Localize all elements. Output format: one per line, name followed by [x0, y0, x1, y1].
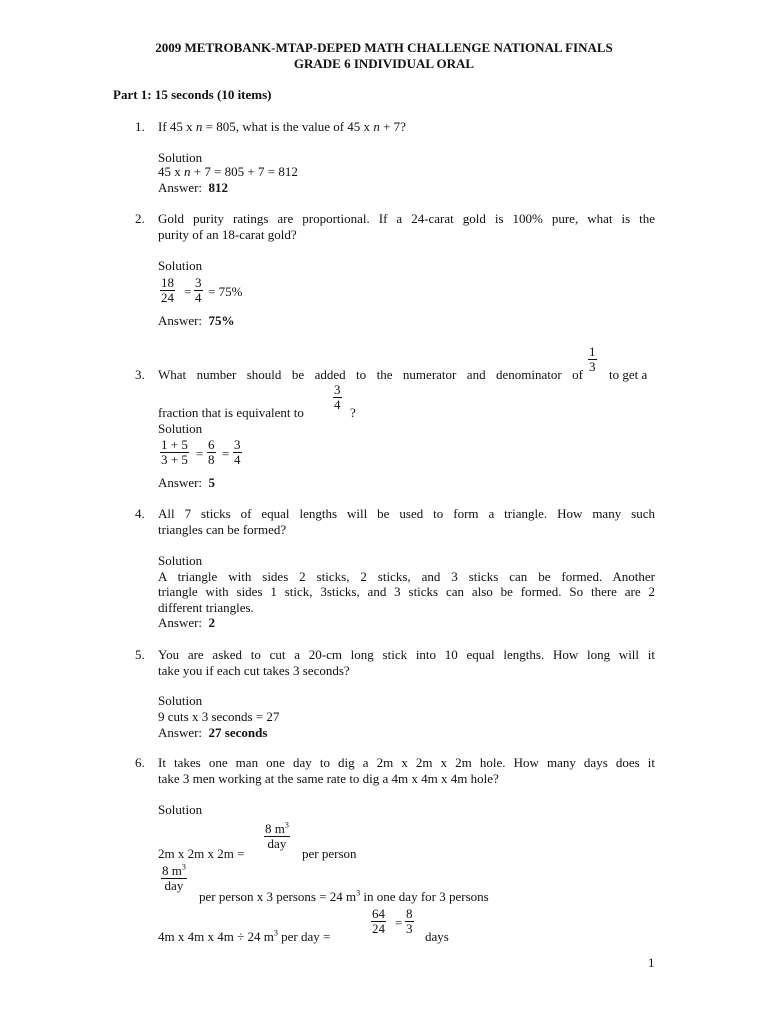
q6-fraction-64-24: $\frac{64}{24}$: [372, 906, 385, 936]
q2-number: 2.: [135, 211, 145, 226]
q1-solution-label: Solution: [158, 150, 203, 165]
q2-equals: =: [184, 284, 192, 299]
q6-fraction-8-3: $\frac{8}{3}$: [406, 906, 413, 936]
q5-solution: 9 cuts x 3 seconds = 27: [158, 709, 280, 724]
q4-solution-line3: different triangles.: [158, 600, 254, 615]
q6-number: 6.: [135, 755, 145, 770]
q6-step1-lhs: 2m x 2m x 2m =: [158, 846, 245, 861]
q4-solution-line1: A triangle with sides 2 sticks, 2 sticks, and 3 sticks can be formed. Another: [158, 569, 655, 584]
q6-step2: per person x 3 persons = 24 $m^3$ in one day for 3 persons: [199, 888, 489, 904]
q4-text-line1: All 7 sticks of equal lengths will be used to form a triangle. How many such: [158, 506, 655, 521]
doc-title: 2009 METROBANK-MTAP-DEPED MATH CHALLENGE NATIONAL FINALS: [155, 40, 613, 55]
q2-text-line2: purity of an 18-carat gold?: [158, 227, 297, 242]
q3-fraction-sum: $\frac{1 + 5}{3 + 5}$: [161, 437, 188, 467]
page-number: 1: [648, 955, 655, 970]
q2-solution-label: Solution: [158, 258, 203, 273]
q5-number: 5.: [135, 647, 145, 662]
q2-text-line1: Gold purity ratings are proportional. If a 24-carat gold is 100% pure, what is the: [158, 211, 655, 226]
q6-solution-label: Solution: [158, 802, 203, 817]
q5-text-line1: You are asked to cut a 20-cm long stick into 10 equal lengths. How long will it: [158, 647, 655, 662]
q6-step3-days: days: [425, 929, 449, 944]
q4-solution-label: Solution: [158, 553, 203, 568]
q3-solution-label: Solution: [158, 421, 203, 436]
q3-equals-1: =: [196, 446, 204, 461]
q1-answer: Answer: 812: [158, 180, 229, 195]
q5-answer: Answer: 27 seconds: [158, 725, 268, 740]
q3-answer: Answer: 5: [158, 475, 216, 490]
q5-solution-label: Solution: [158, 693, 203, 708]
q3-number: 3.: [135, 367, 145, 382]
q6-text-line2: take 3 men working at the same rate to dig a 4m x 4m x 4m hole?: [158, 771, 499, 786]
q1-solution: 45 x n + 7 = 805 + 7 = 812: [158, 164, 298, 179]
q6-fraction-rate-1: 8 $m^3$ day: [265, 820, 289, 851]
q6-step3-lhs: 4m x 4m x 4m ÷ 24 $m^3$ per day =: [158, 928, 331, 944]
q4-solution-line2: triangle with sides 1 stick, 3sticks, and 3 sticks can also be formed. So there are 2: [158, 584, 655, 599]
q2-fraction-3-4: $\frac{3}{4}$: [195, 275, 202, 305]
q4-answer: Answer: 2: [158, 615, 216, 630]
q3-fraction-1-3: $\frac{1}{3}$: [589, 344, 596, 374]
q3-fraction-3-4-result: $\frac{3}{4}$: [234, 437, 241, 467]
q1-number: 1.: [135, 119, 145, 134]
doc-subtitle: GRADE 6 INDIVIDUAL ORAL: [293, 56, 475, 71]
q2-fraction-18-24: $\frac{18}{24}$: [161, 275, 174, 305]
q3-text-line1: What number should be added to the numerator and denominator of: [158, 367, 583, 382]
q3-to-get: to get a: [609, 367, 648, 382]
q3-fraction-3-4: $\frac{3}{4}$: [334, 382, 341, 412]
q6-step1-rhs: per person: [302, 846, 357, 861]
part-heading: Part 1: 15 seconds (10 items): [113, 87, 272, 102]
q3-question-mark: ?: [350, 405, 356, 420]
q6-text-line1: It takes one man one day to dig a 2m x 2m x 2m hole. How many days does it: [158, 755, 655, 770]
q2-result: = 75%: [208, 284, 243, 299]
q4-text-line2: triangles can be formed?: [158, 522, 287, 537]
q5-text-line2: take you if each cut takes 3 seconds?: [158, 663, 350, 678]
q6-equals: =: [395, 915, 403, 930]
q3-equals-2: =: [222, 446, 230, 461]
q4-number: 4.: [135, 506, 145, 521]
q1-text: If 45 x n = 805, what is the value of 45 x n + 7?: [158, 119, 406, 134]
q6-fraction-rate-2: 8 $m^3$ day: [162, 862, 186, 893]
q2-answer: Answer: 75%: [158, 313, 235, 328]
q3-fraction-6-8: $\frac{6}{8}$: [208, 437, 215, 467]
q3-text-line2: fraction that is equivalent to: [158, 405, 304, 420]
